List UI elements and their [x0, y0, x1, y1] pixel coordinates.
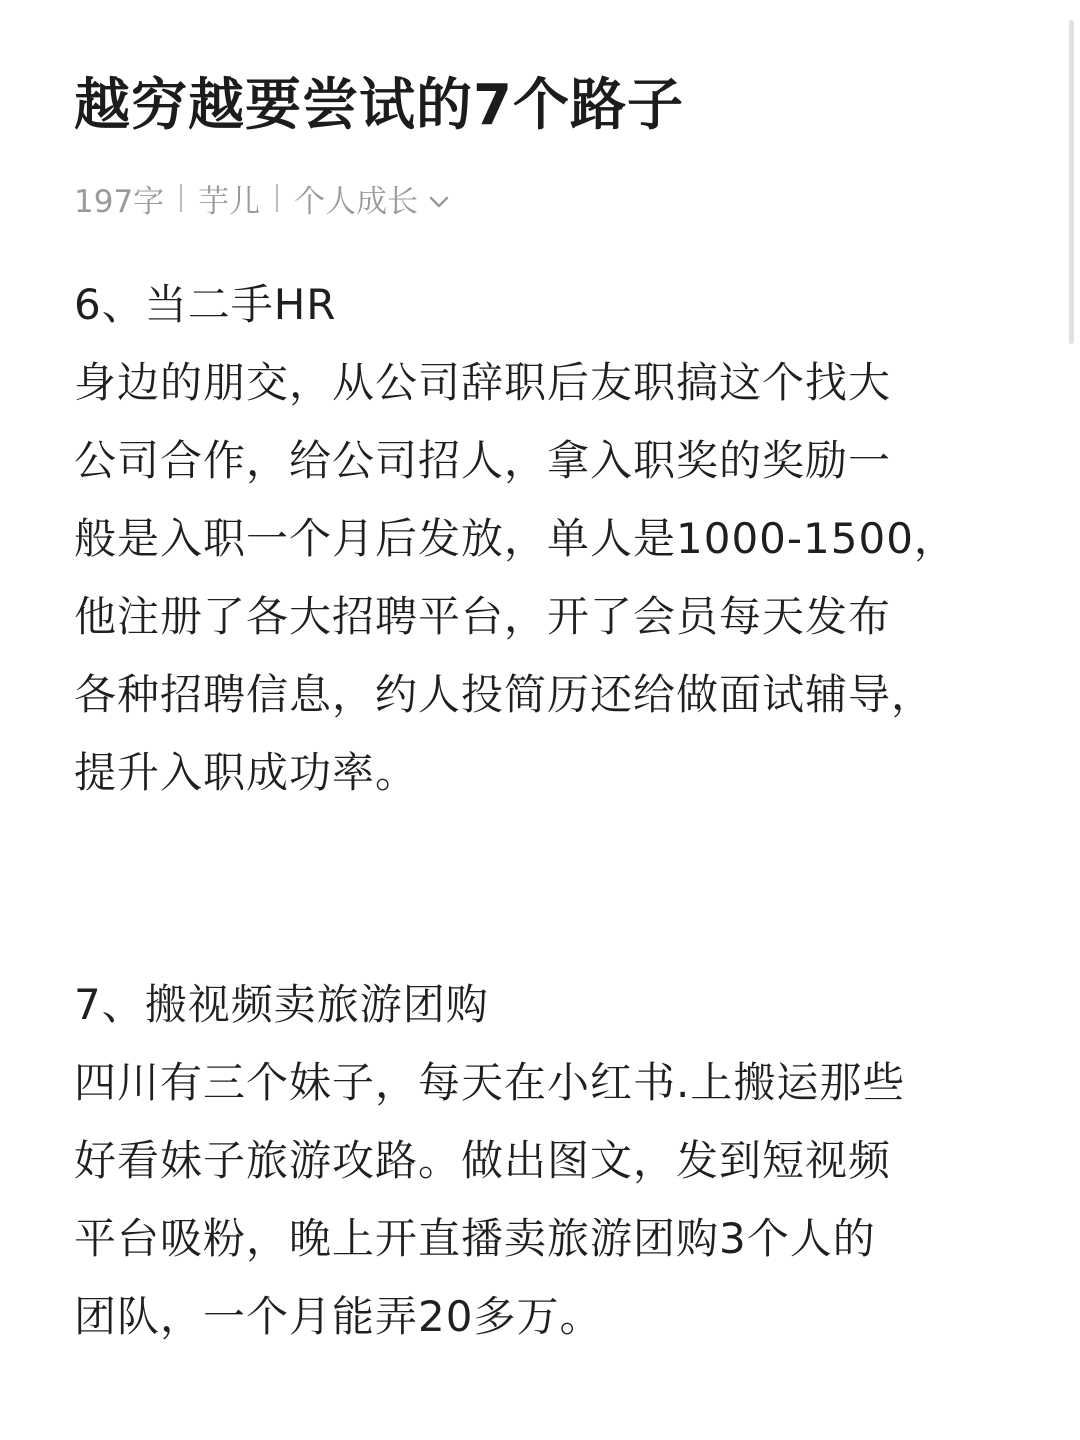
paragraph-line: 般是入职一个月后发放，单人是1000-1500， — [74, 514, 957, 563]
category-dropdown[interactable] — [294, 176, 450, 221]
paragraph-line: 四川有三个妹子，每天在小红书.上搬运那些 — [74, 1058, 906, 1107]
section-heading: 6、当二手HR — [74, 280, 337, 329]
section-gap — [74, 812, 1014, 966]
article-meta — [74, 176, 450, 220]
chevron-down-icon — [428, 185, 450, 207]
scrollbar[interactable] — [1069, 20, 1074, 344]
paragraph-line: 好看妹子旅游攻路。做出图文，发到短视频 — [74, 1136, 892, 1185]
paragraph-line: 公司合作，给公司招人，拿入职奖的奖励一 — [74, 436, 892, 485]
paragraph-line: 团队，一个月能弄20多万。 — [74, 1292, 603, 1341]
section-travel — [74, 966, 1014, 1356]
paragraph-line: 他注册了各大招聘平台，开了会员每天发布 — [74, 592, 892, 641]
word-count: 197字 — [74, 183, 165, 220]
category-label: 个人成长 — [294, 183, 419, 220]
paragraph-line: 身边的朋交，从公司辞职后友职搞这个找大 — [74, 358, 892, 407]
article-body — [74, 266, 1014, 1356]
section-hr — [74, 266, 1014, 812]
article-title: 越穷越要尝试的7个路子 — [74, 73, 684, 138]
paragraph-line: 平台吸粉，晚上开直播卖旅游团购3个人的 — [74, 1214, 876, 1263]
author-name[interactable]: 芋儿 — [198, 183, 261, 220]
section-heading: 7、搬视频卖旅游团购 — [74, 980, 489, 1029]
meta-divider — [276, 184, 278, 212]
meta-divider — [180, 184, 182, 212]
paragraph-line: 各种招聘信息，约人投简历还给做面试辅导， — [74, 670, 935, 719]
paragraph-line: 提升入职成功率。 — [74, 748, 419, 797]
